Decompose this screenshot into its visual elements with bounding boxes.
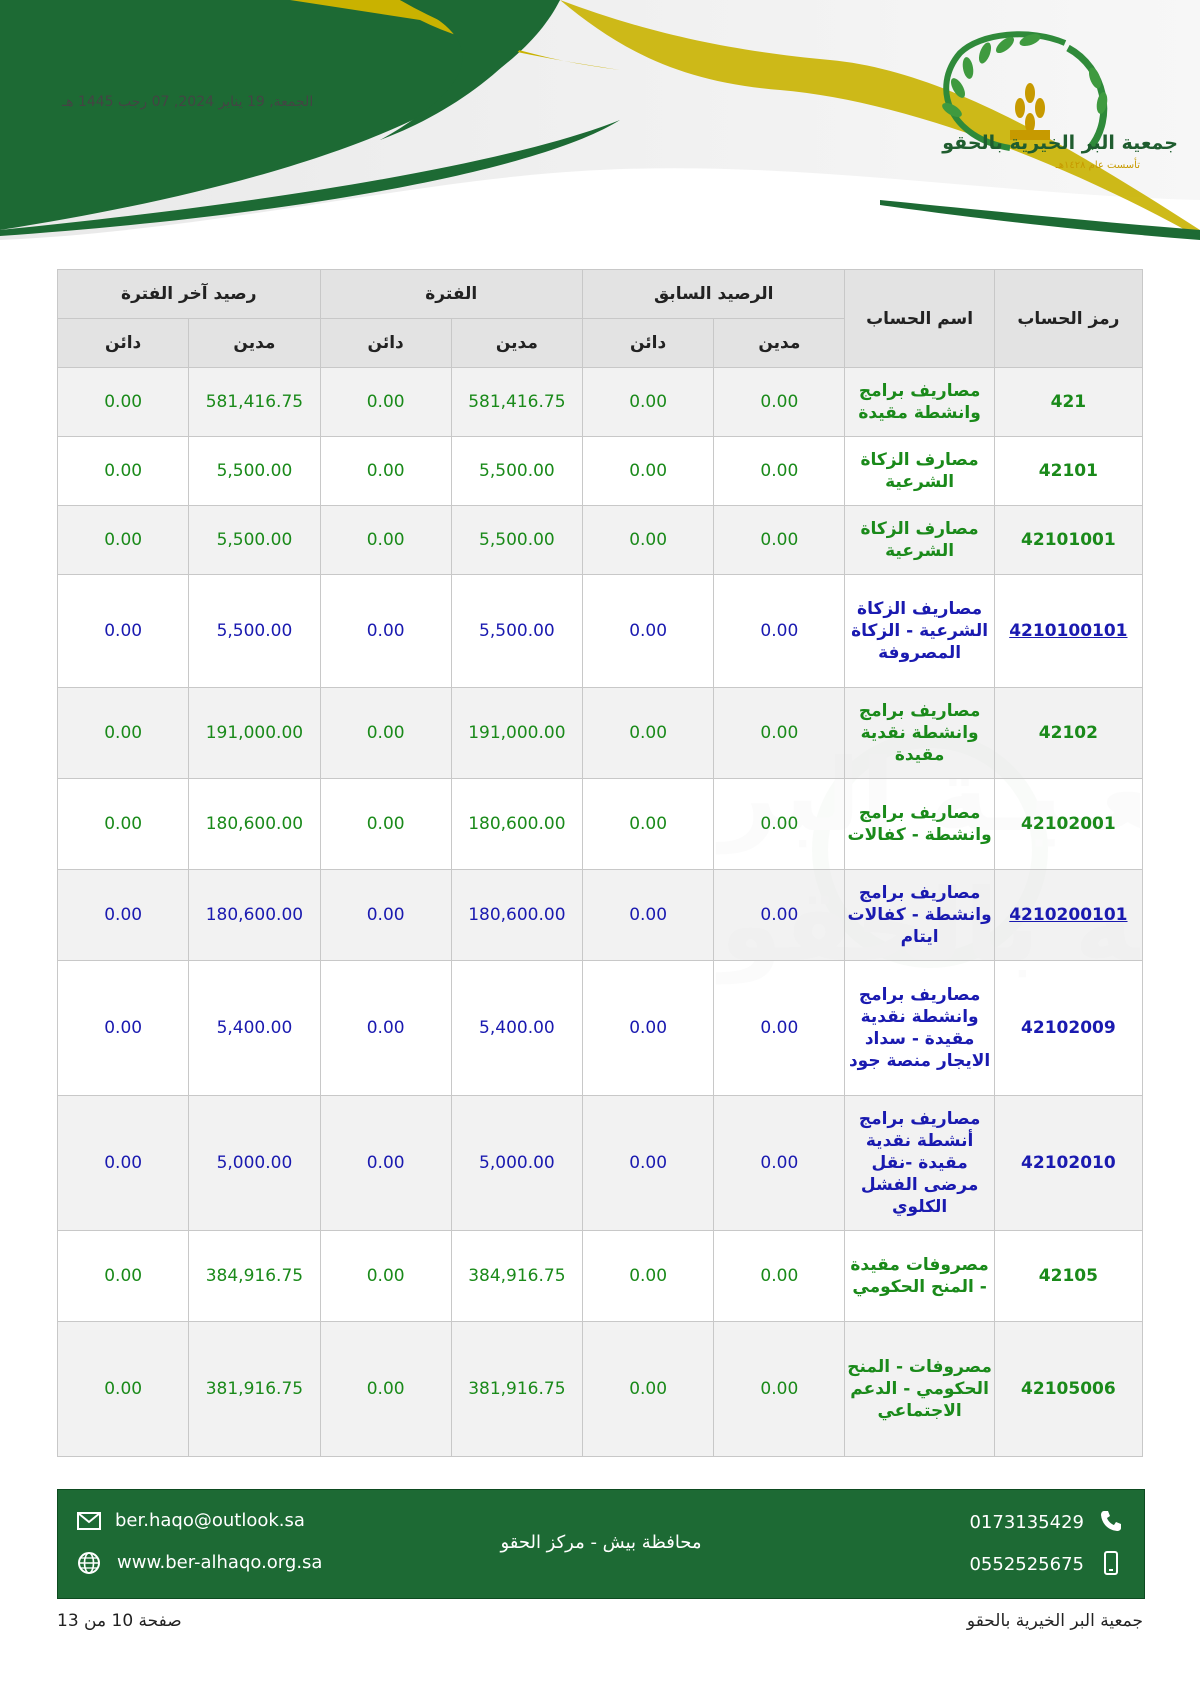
header-account-name: اسم الحساب (845, 270, 994, 368)
account-code: 42102 (994, 688, 1142, 779)
logo-org-name: جمعية البر الخيرية بالحقو (942, 132, 1178, 154)
table-row (58, 1231, 1143, 1322)
account-name: مصارف الزكاة الشرعية (845, 506, 994, 575)
period-credit: 0.00 (320, 961, 451, 1096)
footer-phone[interactable]: 0173135429 (969, 1512, 1084, 1533)
period-credit: 0.00 (320, 1322, 451, 1457)
account-name: مصاريف برامج وانشطة - كفالات (845, 779, 994, 870)
footer-org-name: جمعية البر الخيرية بالحقو (966, 1611, 1143, 1631)
prev-credit: 0.00 (583, 1322, 714, 1457)
end-credit: 0.00 (58, 506, 189, 575)
contact-footer (57, 1489, 1145, 1599)
prev-debit: 0.00 (714, 1322, 845, 1457)
period-credit: 0.00 (320, 688, 451, 779)
header-end-debit: مدين (189, 319, 320, 368)
period-credit: 0.00 (320, 779, 451, 870)
footer-website[interactable]: www.ber-alhaqo.org.sa (117, 1552, 323, 1573)
prev-credit: 0.00 (583, 506, 714, 575)
prev-credit: 0.00 (583, 437, 714, 506)
end-credit: 0.00 (58, 1231, 189, 1322)
prev-credit: 0.00 (583, 779, 714, 870)
prev-debit: 0.00 (714, 1096, 845, 1231)
account-name: مصاريف برامج وانشطة - كفالات ايتام (845, 870, 994, 961)
end-credit: 0.00 (58, 961, 189, 1096)
period-debit: 180,600.00 (451, 779, 582, 870)
phone-icon (1098, 1508, 1124, 1534)
period-credit: 0.00 (320, 506, 451, 575)
account-name: مصارف الزكاة الشرعية (845, 437, 994, 506)
prev-credit: 0.00 (583, 1231, 714, 1322)
end-debit: 581,416.75 (189, 368, 320, 437)
period-credit: 0.00 (320, 1096, 451, 1231)
prev-debit: 0.00 (714, 575, 845, 688)
prev-debit: 0.00 (714, 506, 845, 575)
end-debit: 5,400.00 (189, 961, 320, 1096)
end-credit: 0.00 (58, 575, 189, 688)
end-debit: 5,500.00 (189, 575, 320, 688)
period-debit: 581,416.75 (451, 368, 582, 437)
period-debit: 5,500.00 (451, 437, 582, 506)
prev-debit: 0.00 (714, 1231, 845, 1322)
prev-debit: 0.00 (714, 961, 845, 1096)
prev-credit: 0.00 (583, 1096, 714, 1231)
table-row (58, 688, 1143, 779)
end-credit: 0.00 (58, 779, 189, 870)
header-previous-balance: الرصيد السابق (583, 270, 845, 319)
account-code-link[interactable] (994, 575, 1142, 688)
prev-debit: 0.00 (714, 437, 845, 506)
footer-email[interactable]: ber.haqo@outlook.sa (115, 1510, 305, 1531)
period-debit: 381,916.75 (451, 1322, 582, 1457)
page-number: صفحة 10 من 13 (57, 1611, 182, 1631)
period-debit: 180,600.00 (451, 870, 582, 961)
prev-debit: 0.00 (714, 688, 845, 779)
end-credit: 0.00 (58, 368, 189, 437)
end-debit: 180,600.00 (189, 779, 320, 870)
prev-credit: 0.00 (583, 368, 714, 437)
prev-credit: 0.00 (583, 870, 714, 961)
account-name: مصاريف الزكاة الشرعية - الزكاة المصروفة (845, 575, 994, 688)
end-credit: 0.00 (58, 1096, 189, 1231)
end-debit: 180,600.00 (189, 870, 320, 961)
end-debit: 5,500.00 (189, 437, 320, 506)
globe-icon (76, 1550, 102, 1576)
end-debit: 5,000.00 (189, 1096, 320, 1231)
table-row (58, 1096, 1143, 1231)
period-debit: 5,400.00 (451, 961, 582, 1096)
table-row (58, 1322, 1143, 1457)
end-debit: 5,500.00 (189, 506, 320, 575)
prev-credit: 0.00 (583, 575, 714, 688)
table-row (58, 870, 1143, 961)
account-balances-table (57, 269, 1143, 1457)
header-account-code: رمز الحساب (994, 270, 1142, 368)
end-credit: 0.00 (58, 437, 189, 506)
end-credit: 0.00 (58, 870, 189, 961)
account-code: 42102001 (994, 779, 1142, 870)
period-credit: 0.00 (320, 368, 451, 437)
prev-credit: 0.00 (583, 688, 714, 779)
prev-debit: 0.00 (714, 870, 845, 961)
prev-debit: 0.00 (714, 779, 845, 870)
account-code: 42101001 (994, 506, 1142, 575)
period-debit: 5,000.00 (451, 1096, 582, 1231)
header-prev-credit: دائن (583, 319, 714, 368)
account-code[interactable]: 4210100101 (1009, 621, 1128, 641)
end-debit: 191,000.00 (189, 688, 320, 779)
footer-mobile[interactable]: 0552525675 (969, 1554, 1084, 1575)
account-code: 42102009 (994, 961, 1142, 1096)
header-end-credit: دائن (58, 319, 189, 368)
footer-address: محافظة بيش - مركز الحقو (500, 1532, 702, 1553)
end-debit: 384,916.75 (189, 1231, 320, 1322)
table-row (58, 506, 1143, 575)
report-date: الجمعة, 19 يناير 2024, 07 رجب 1445 هـ (62, 94, 314, 110)
period-credit: 0.00 (320, 575, 451, 688)
prev-credit: 0.00 (583, 961, 714, 1096)
end-credit: 0.00 (58, 688, 189, 779)
table-row (58, 437, 1143, 506)
table-row (58, 575, 1143, 688)
period-credit: 0.00 (320, 870, 451, 961)
account-code: 42102010 (994, 1096, 1142, 1231)
period-credit: 0.00 (320, 1231, 451, 1322)
header-end-balance: رصيد آخر الفترة (58, 270, 321, 319)
logo-org-since: تأسست عام ١٤٢٨هـ (1055, 160, 1140, 171)
account-name: مصاريف برامج وانشطة مقيدة (845, 368, 994, 437)
header-period: الفترة (320, 270, 582, 319)
header-prev-debit: مدين (714, 319, 845, 368)
account-name: مصروفات - المنح الحكومي - الدعم الاجتماعي (845, 1322, 994, 1457)
period-credit: 0.00 (320, 437, 451, 506)
account-name: مصاريف برامج وانشطة نقدية مقيدة - سداد الايجار منصة جود (845, 961, 994, 1096)
mail-icon (76, 1508, 102, 1534)
prev-debit: 0.00 (714, 368, 845, 437)
mobile-icon (1098, 1550, 1124, 1576)
account-code: 421 (994, 368, 1142, 437)
account-name: مصروفات مقيدة - المنح الحكومي (845, 1231, 994, 1322)
account-code: 42101 (994, 437, 1142, 506)
account-name: مصاريف برامج أنشطة نقدية مقيدة -نقل مرضى الفشل الكلوي (845, 1096, 994, 1231)
header-period-credit: دائن (320, 319, 451, 368)
period-debit: 191,000.00 (451, 688, 582, 779)
period-debit: 5,500.00 (451, 575, 582, 688)
account-code: 42105006 (994, 1322, 1142, 1457)
end-debit: 381,916.75 (189, 1322, 320, 1457)
period-debit: 5,500.00 (451, 506, 582, 575)
account-code: 42105 (994, 1231, 1142, 1322)
header-period-debit: مدين (451, 319, 582, 368)
account-name: مصاريف برامج وانشطة نقدية مقيدة (845, 688, 994, 779)
logo-wheat-icon (890, 18, 1140, 198)
end-credit: 0.00 (58, 1322, 189, 1457)
period-debit: 384,916.75 (451, 1231, 582, 1322)
table-row (58, 961, 1143, 1096)
table-row (58, 368, 1143, 437)
account-code[interactable]: 4210200101 (1009, 905, 1128, 925)
table-row (58, 779, 1143, 870)
account-code-link[interactable] (994, 870, 1142, 961)
